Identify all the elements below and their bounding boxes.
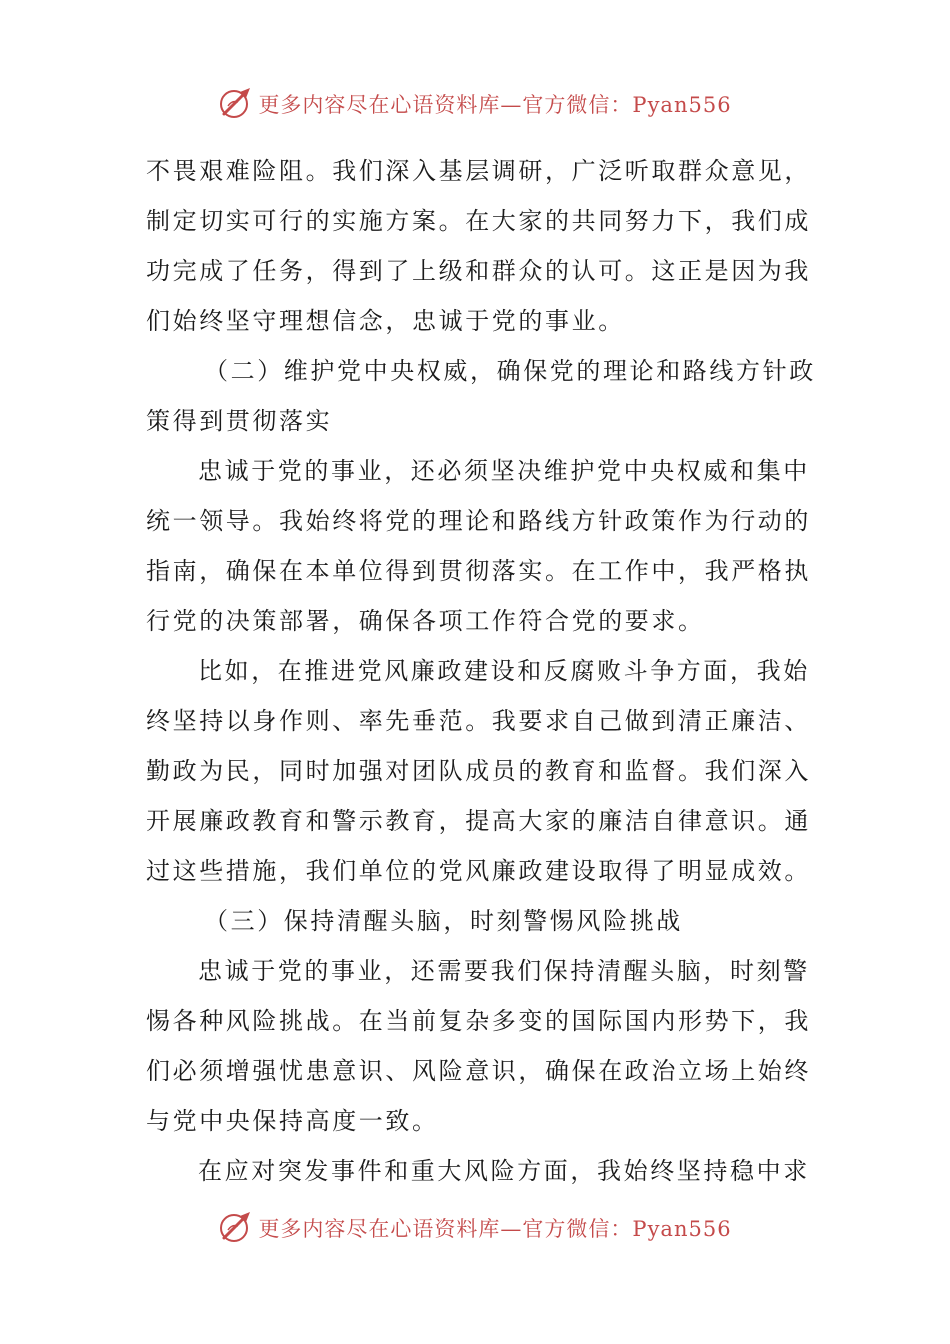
body-line: 行党的决策部署，确保各项工作符合党的要求。 xyxy=(146,607,705,635)
footer-watermark-banner xyxy=(0,1208,950,1248)
section-heading: （二）维护党中央权威，确保党的理论和路线方针政 xyxy=(204,357,816,385)
body-line: 统一领导。我始终将党的理论和路线方针政策作为行动的 xyxy=(146,507,811,535)
body-line: 制定切实可行的实施方案。在大家的共同努力下，我们成 xyxy=(146,207,811,235)
body-line: 们始终坚守理想信念，忠诚于党的事业。 xyxy=(146,307,625,335)
header-watermark-text: 更多内容尽在心语资料库—官方微信：Pyan556 xyxy=(258,93,732,117)
body-line: 惕各种风险挑战。在当前复杂多变的国际国内形势下，我 xyxy=(146,1007,811,1035)
document-body xyxy=(146,146,816,1196)
body-line: 开展廉政教育和警示教育，提高大家的廉洁自律意识。通 xyxy=(146,807,811,835)
body-line: 勤政为民，同时加强对团队成员的教育和监督。我们深入 xyxy=(146,757,811,785)
pen-logo-icon xyxy=(218,1210,254,1246)
body-line: 们必须增强忧患意识、风险意识，确保在政治立场上始终 xyxy=(146,1057,811,1085)
paragraph-start: 忠诚于党的事业，还必须坚决维护党中央权威和集中 xyxy=(198,457,810,485)
paragraph-start: 忠诚于党的事业，还需要我们保持清醒头脑，时刻警 xyxy=(198,957,810,985)
body-line: 过这些措施，我们单位的党风廉政建设取得了明显成效。 xyxy=(146,857,811,885)
body-line: 功完成了任务，得到了上级和群众的认可。这正是因为我 xyxy=(146,257,811,285)
footer-watermark-text: 更多内容尽在心语资料库—官方微信：Pyan556 xyxy=(258,1217,732,1241)
paragraph-start: 比如，在推进党风廉政建设和反腐败斗争方面，我始 xyxy=(198,657,810,685)
body-line: 与党中央保持高度一致。 xyxy=(146,1107,439,1135)
header-watermark-banner xyxy=(0,84,950,124)
paragraph-start: 在应对突发事件和重大风险方面，我始终坚持稳中求 xyxy=(198,1157,810,1185)
body-line: 指南，确保在本单位得到贯彻落实。在工作中，我严格执 xyxy=(146,557,811,585)
section-heading-cont: 策得到贯彻落实 xyxy=(146,407,333,435)
pen-logo-icon xyxy=(218,86,254,122)
body-line: 不畏艰难险阻。我们深入基层调研，广泛听取群众意见， xyxy=(146,157,811,185)
section-heading: （三）保持清醒头脑，时刻警惕风险挑战 xyxy=(204,907,683,935)
body-line: 终坚持以身作则、率先垂范。我要求自己做到清正廉洁、 xyxy=(146,707,811,735)
